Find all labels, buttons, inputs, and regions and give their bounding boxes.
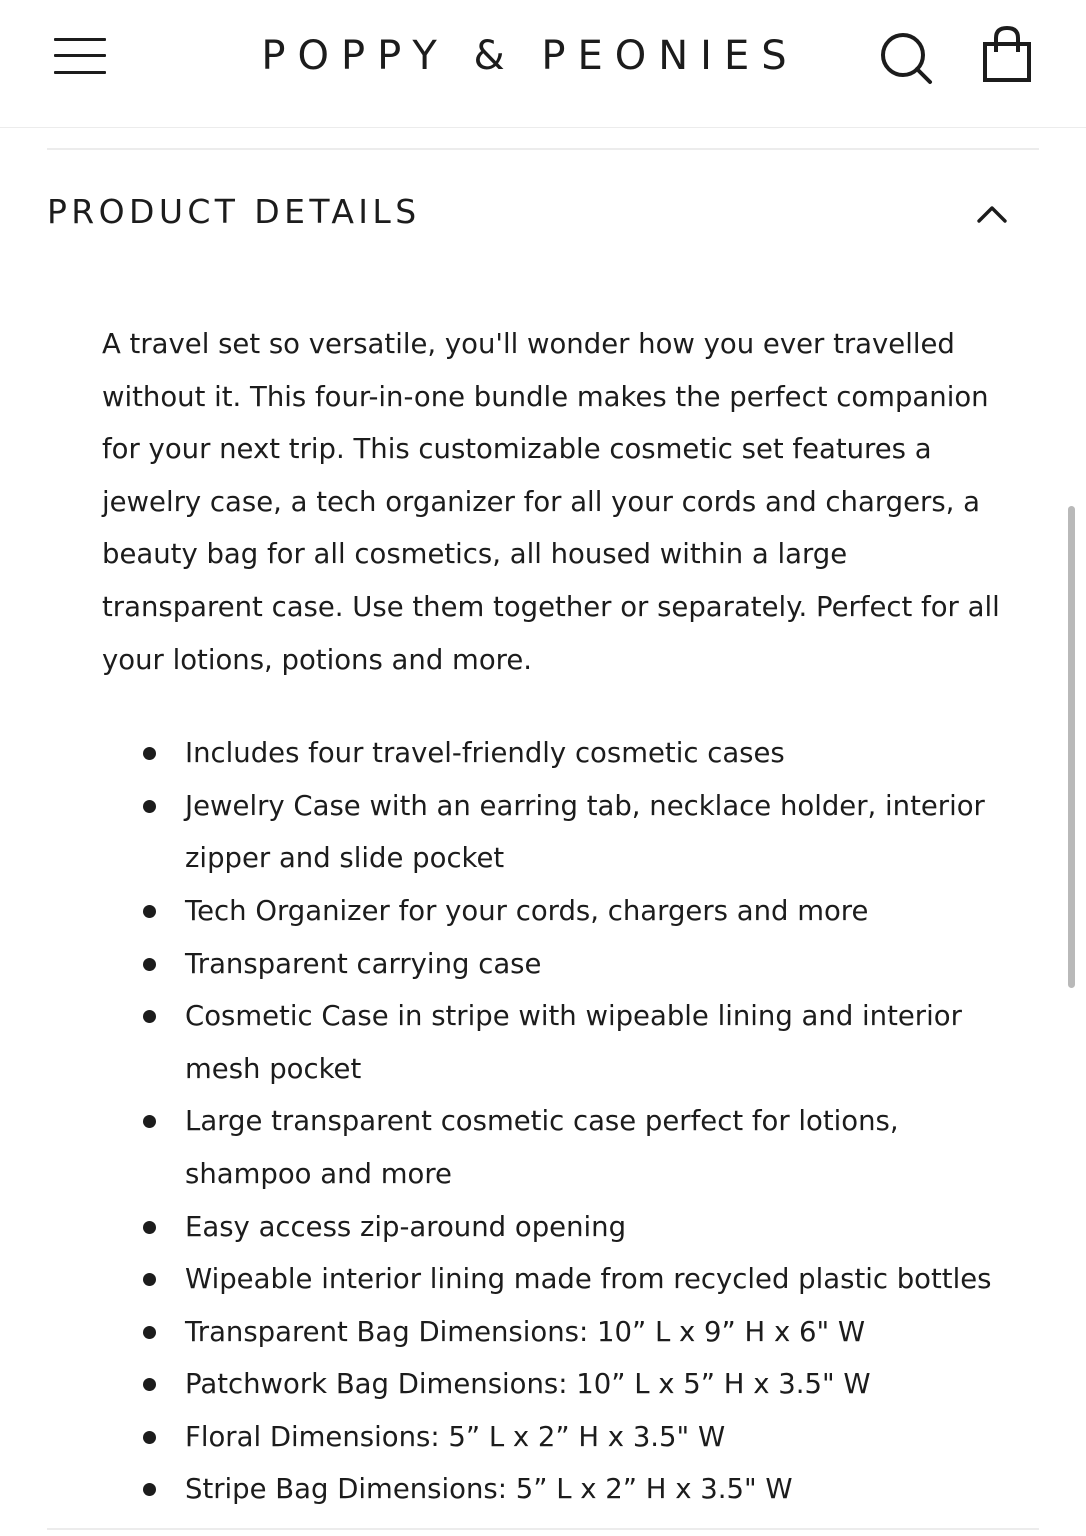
- list-item: [102, 1095, 1002, 1200]
- list-item: [102, 1201, 1002, 1254]
- bullet-icon: [143, 905, 156, 918]
- section-divider: [47, 1528, 1039, 1530]
- list-item: [102, 727, 1002, 780]
- bullet-icon: [143, 1115, 156, 1128]
- list-item: [102, 885, 1002, 938]
- feature-text: Transparent Bag Dimensions: 10” L x 9” H x 6" W: [185, 1315, 866, 1348]
- feature-text: Patchwork Bag Dimensions: 10” L x 5” H x 3.5" W: [185, 1368, 871, 1401]
- feature-text: Large transparent cosmetic case perfect for lotions, shampoo and more: [185, 1105, 899, 1190]
- bullet-icon: [143, 1431, 156, 1444]
- feature-text: Wipeable interior lining made from recycled plastic bottles: [185, 1263, 992, 1296]
- feature-text: Cosmetic Case in stripe with wipeable lining and interior mesh pocket: [185, 1000, 962, 1085]
- brand-logo[interactable]: POPPY & PEONIES: [261, 33, 799, 79]
- feature-text: Includes four travel-friendly cosmetic cases: [185, 737, 785, 770]
- bullet-icon: [143, 1010, 156, 1023]
- feature-list: [102, 727, 1002, 1516]
- bullet-icon: [143, 1273, 156, 1286]
- section-divider: [47, 148, 1039, 150]
- product-details-content: [102, 318, 1002, 1516]
- bullet-icon: [143, 958, 156, 971]
- list-item: [102, 990, 1002, 1095]
- page-scrollbar[interactable]: [1068, 506, 1075, 988]
- list-item: [102, 1358, 1002, 1411]
- feature-text: Easy access zip-around opening: [185, 1210, 627, 1243]
- list-item: [102, 1463, 1002, 1516]
- list-item: [102, 780, 1002, 885]
- feature-text: Transparent carrying case: [185, 947, 542, 980]
- bullet-icon: [143, 1326, 156, 1339]
- list-item: [102, 938, 1002, 991]
- chevron-up-icon[interactable]: [975, 202, 1009, 226]
- list-item: [102, 1253, 1002, 1306]
- bullet-icon: [143, 1483, 156, 1496]
- product-description: A travel set so versatile, you'll wonder how you ever travelled without it. This four-in-one bundle makes the perfect companion for your next trip. This customizable cosmetic set features a jewelry case, a tech organizer for all your cords and chargers, a beauty bag for all cosmetics, all housed within a large transparent case. Use them together or separately. Perfect for all your lotions, potions and more.: [102, 328, 1000, 676]
- bullet-icon: [143, 1378, 156, 1391]
- feature-text: Jewelry Case with an earring tab, necklace holder, interior zipper and slide pocket: [185, 789, 985, 875]
- feature-text: Tech Organizer for your cords, chargers and more: [185, 894, 869, 927]
- bullet-icon: [143, 1221, 156, 1234]
- search-icon[interactable]: [876, 28, 936, 88]
- bullet-icon: [143, 747, 156, 760]
- feature-text: Stripe Bag Dimensions: 5” L x 2” H x 3.5" W: [185, 1473, 793, 1506]
- bullet-icon: [143, 800, 156, 813]
- list-item: [102, 1411, 1002, 1464]
- list-item: [102, 1306, 1002, 1359]
- product-details-accordion-toggle[interactable]: [47, 180, 1039, 250]
- site-header: [0, 0, 1086, 128]
- feature-text: Floral Dimensions: 5” L x 2” H x 3.5" W: [185, 1420, 726, 1453]
- hamburger-menu-icon[interactable]: [52, 34, 108, 78]
- shopping-bag-icon[interactable]: [976, 24, 1038, 88]
- accordion-title: PRODUCT DETAILS: [47, 192, 421, 231]
